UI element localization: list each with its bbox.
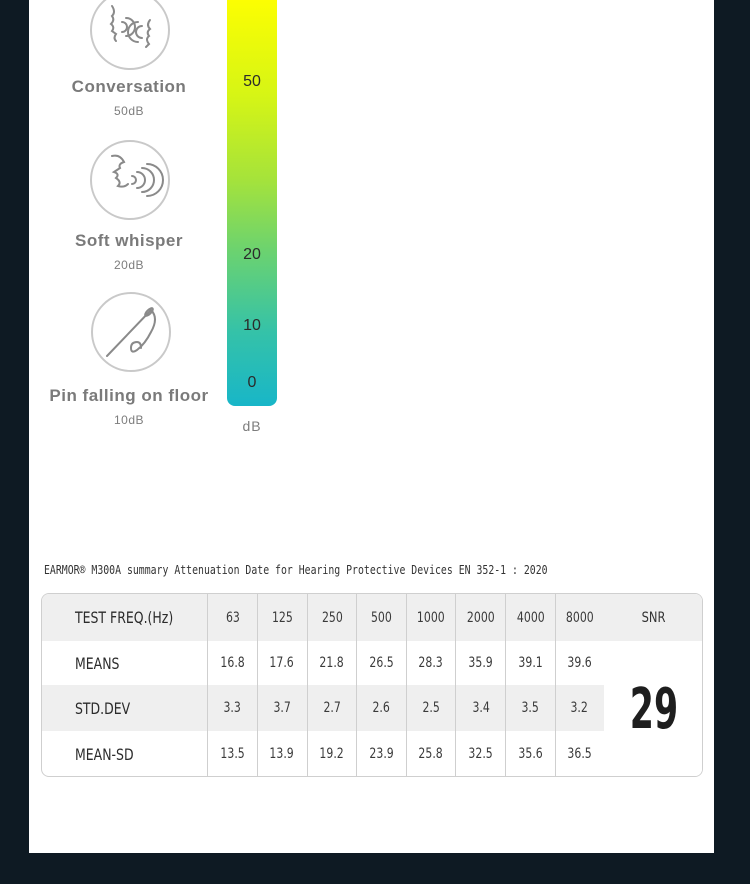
content-panel (29, 0, 714, 853)
column-divider (455, 594, 456, 776)
column-divider (505, 594, 506, 776)
table-cell: 3.5 (521, 700, 540, 716)
column-divider (406, 594, 407, 776)
column-divider (307, 594, 308, 776)
table-caption: EARMOR® M300A summary Attenuation Date for Hearing Protective Devices EN 352-1 : 2020 (44, 563, 548, 577)
sound-label-pin: Pin falling on floor (49, 386, 209, 405)
table-cell: 2.6 (372, 700, 391, 716)
row-label-mean-sd: MEAN-SD (75, 744, 134, 764)
table-cell: 25.8 (418, 746, 444, 762)
freq-500: 500 (371, 609, 392, 626)
table-cell: 26.5 (369, 655, 394, 671)
sound-db-pin: 10dB (113, 413, 145, 427)
freq-125: 125 (271, 609, 293, 626)
column-divider (555, 594, 556, 776)
table-cell: 32.5 (468, 746, 494, 762)
freq-250: 250 (321, 609, 343, 626)
snr-column (604, 594, 703, 776)
table-cell: 3.7 (273, 700, 291, 716)
table-cell: 17.6 (269, 655, 295, 671)
sound-db-soft-whisper: 20dB (113, 258, 145, 272)
freq-63: 63 (225, 609, 240, 626)
scale-tick-20: 20 (243, 246, 261, 263)
table-cell: 2.5 (422, 700, 440, 716)
table-cell: 3.3 (223, 700, 242, 716)
needle-icon (91, 292, 171, 372)
freq-4000: 4000 (516, 609, 545, 626)
table-row (42, 641, 604, 685)
sound-db-conversation: 50dB (113, 104, 145, 118)
table-cell: 19.2 (319, 746, 345, 762)
table-cell: 2.7 (323, 700, 341, 716)
freq-1000: 1000 (417, 609, 445, 626)
decibel-scale-bar (227, 0, 277, 406)
column-divider (356, 594, 357, 776)
table-cell: 3.4 (472, 700, 490, 716)
scale-tick-0: 0 (247, 374, 257, 391)
scale-unit: dB (242, 418, 262, 434)
scale-tick-10: 10 (243, 317, 261, 334)
table-cell: 39.6 (567, 655, 592, 671)
row-label-means: MEANS (75, 653, 120, 673)
header-label: TEST FREQ.(Hz) (75, 608, 174, 627)
freq-2000: 2000 (467, 609, 495, 626)
table-cell: 28.3 (418, 655, 444, 671)
table-cell: 13.5 (220, 746, 245, 762)
table-cell: 35.6 (518, 746, 543, 762)
freq-8000: 8000 (565, 609, 594, 626)
snr-header: SNR (604, 594, 703, 641)
table-cell: 23.9 (369, 746, 394, 762)
table-cell: 3.2 (570, 700, 589, 716)
whisper-icon (90, 140, 170, 220)
scale-tick-50: 50 (243, 73, 261, 90)
table-row (42, 731, 604, 777)
attenuation-table (41, 593, 703, 777)
column-divider (207, 594, 208, 776)
sound-label-soft-whisper: Soft whisper (74, 231, 183, 250)
table-cell: 39.1 (518, 655, 543, 671)
snr-value: 29 (629, 677, 678, 742)
table-row (42, 685, 604, 731)
table-cell: 35.9 (468, 655, 494, 671)
table-cell: 13.9 (269, 746, 295, 762)
row-label-std-dev: STD.DEV (75, 698, 131, 718)
table-cell: 16.8 (220, 655, 245, 671)
conversation-icon (90, 0, 170, 70)
table-cell: 36.5 (567, 746, 592, 762)
sound-label-conversation: Conversation (71, 77, 187, 96)
table-cell: 21.8 (319, 655, 345, 671)
table-header-row (42, 594, 604, 641)
column-divider (257, 594, 258, 776)
